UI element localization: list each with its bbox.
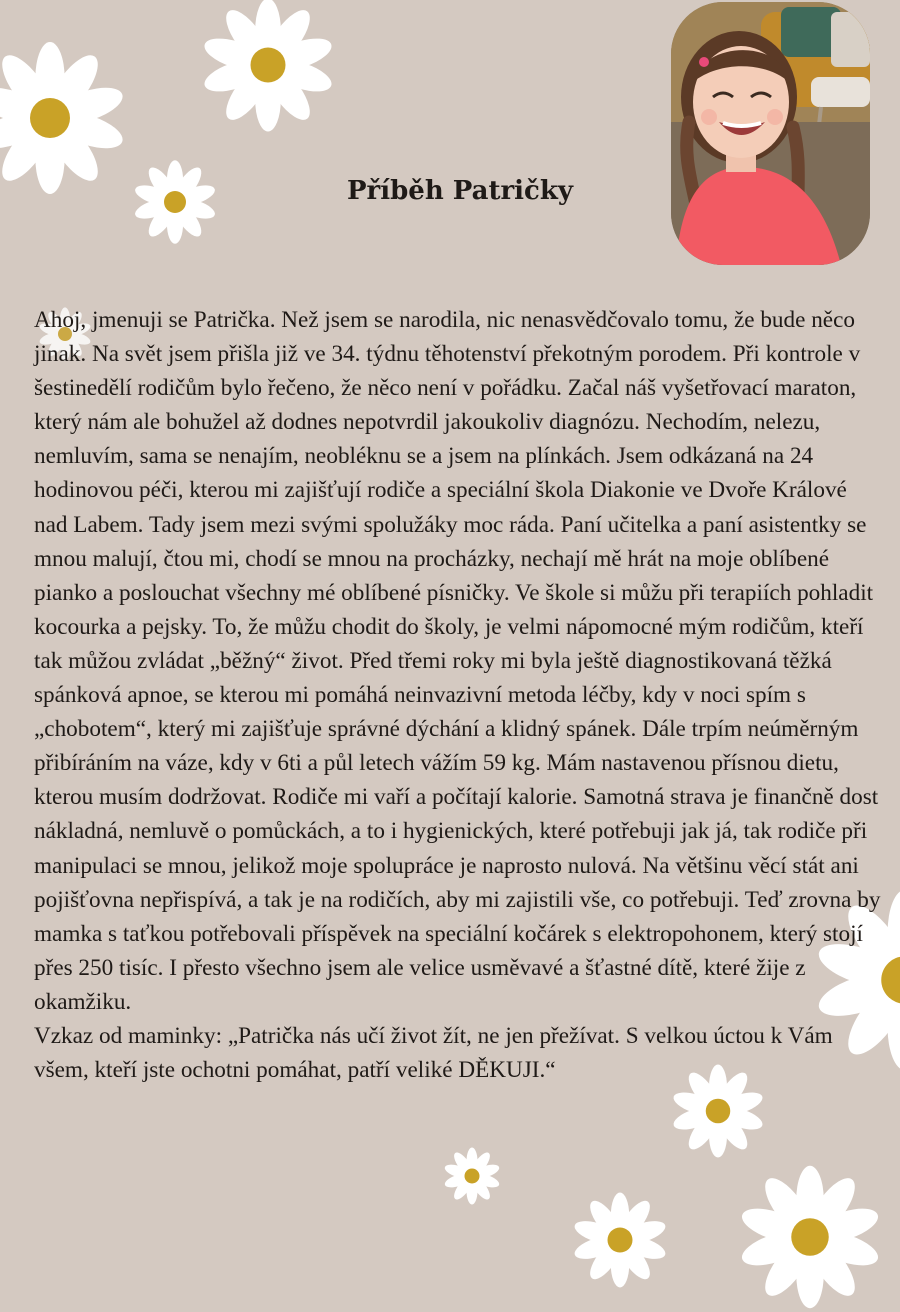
mother-message: Vzkaz od maminky: „Patrička nás učí život žít, ne jen přežívat. S velkou úctou k Vám všem, kteří jste ochotni pomáhat, patří veliké DĚKUJI.“	[34, 1022, 833, 1084]
daisy-flower-icon	[570, 1190, 670, 1290]
daisy-flower-icon	[193, 0, 343, 135]
story-paragraph: Ahoj, jmenuji se Patrička. Než jsem se narodila, nic nenasvědčovalo tomu, že bude něco jinak. Na svět jsem přišla již ve 34. týdnu těhotenství překotným porodem. Při kontrole v šestinedělí rodičům bylo řečeno, že něco není v pořádku. Začal náš vyšetřovací maraton, který nám ale bohužel až dodnes nepotvrdil jakoukoliv diagnózu. Nechodím, nelezu, nemluvím, sama se nenajím, neobléknu se a jsem na plínkách. Jsem odkázaná na 24 hodinovou péči, kterou mi zajišťují rodiče a speciální škola Diakonie ve Dvoře Králové nad Labem. Tady jsem mezi svými spolužáky moc ráda. Paní učitelka a paní asistentky se mnou malují, čtou mi, chodí se mnou na procházky, nechají mě hrát na moje oblíbené pianko a poslouchat všechny mé oblíbené písničky. Ve škole si můžu při terapiích pohladit kocourka a pejsky. To, že můžu chodit do školy, je velmi nápomocné mým rodičům, kteří tak můžou zvládat „běžný“ život. Před třemi roky mi byla ještě diagnostikovaná těžká spánková apnoe, se kterou mi pomáhá neinvazivní metoda léčby, kdy v noci spím s „chobotem“, který mi zajišťuje správné dýchání a klidný spánek. Dále trpím neúměrným přibíráním na váze, kdy v 6ti a půl letech vážím 59 kg. Mám nastavenou přísnou dietu, kterou musím dodržovat. Rodiče mi vaří a počítají kalorie. Samotná strava je finančně dost nákladná, nemluvě o pomůckách, a to i hygienických, které potřebuji jak já, tak rodiče při manipulaci se mnou, jelikož moje spolupráce je naprosto nulová. Na většinu věcí stát ani pojišťovna nepřispívá, a tak je na rodičích, aby mi zajistili vše, co potřebuji. Teď zrovna by mamka s taťkou potřebovali příspěvek na speciální kočárek s elektropohonem, který stojí přes 250 tisíc. I přesto všechno jsem ale velice usměvavé a šťastné dítě, které žije z okamžiku.	[34, 307, 881, 1015]
daisy-flower-icon	[129, 158, 221, 246]
daisy-flower-icon	[0, 38, 130, 198]
story-text	[34, 303, 884, 1087]
page-title: Příběh Patričky	[346, 176, 574, 206]
daisy-flower-icon	[735, 1162, 885, 1312]
portrait-photo	[671, 2, 870, 265]
daisy-flower-icon	[441, 1146, 503, 1206]
